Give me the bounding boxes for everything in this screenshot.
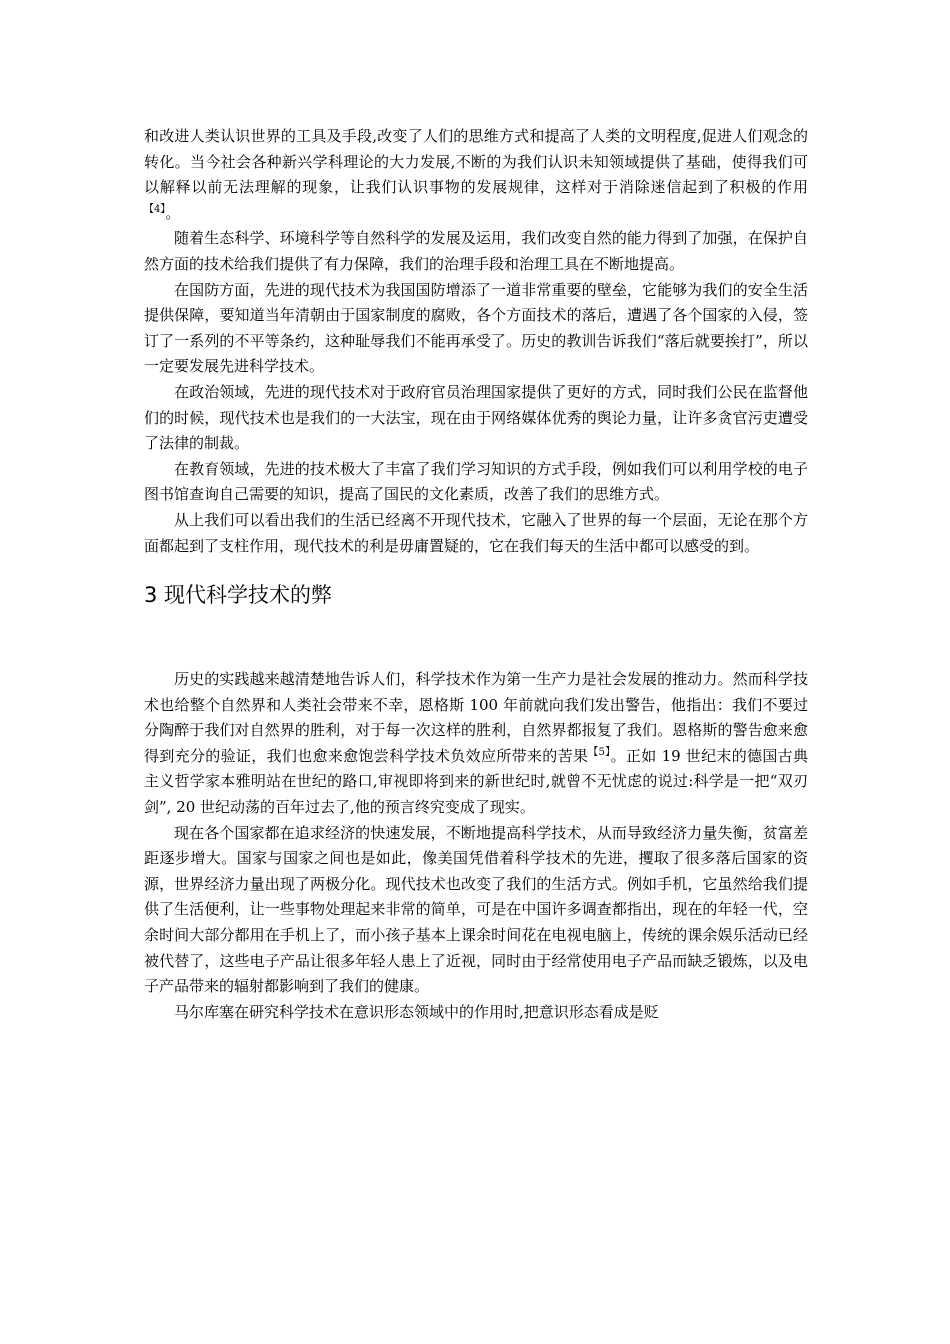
- paragraph-text: 和改进人类认识世界的工具及手段,改变了人们的思维方式和提高了人类的文明程度,促进人们观念的转化。当今社会各种新兴学科理论的大力发展,不断的为我们认识未知领域提供了基础，使得我们可以解释以前无法理解的现象，让我们认识事物的发展规律，这样对于消除迷信起到了积极的作用: [144, 127, 808, 197]
- paragraph: 在政治领域，先进的现代技术对于政府官员治理国家提供了更好的方式，同时我们公民在监督他们的时候，现代技术也是我们的一大法宝，现在由于网络媒体优秀的舆论力量，让许多贪官污吏遭受了法律的制裁。: [144, 382, 808, 453]
- document-page: [144, 124, 808, 1025]
- section-heading: 3 现代科学技术的弊: [144, 583, 333, 608]
- paragraph: [144, 124, 808, 226]
- paragraph: [144, 667, 808, 821]
- paragraph: 现在各个国家都在追求经济的快速发展，不断地提高科学技术，从而导致经济力量失衡，贫富差距逐步增大。国家与国家之间也是如此，像美国凭借着科学技术的先进，攫取了很多落后国家的资源，世界经济力量出现了两极分化。现代技术也改变了我们的生活方式。例如手机，它虽然给我们提供了生活便利，让一些事物处理起来非常的简单，可是在中国许多调查都指出，现在的年轻一代，空余时间大部分都用在手机上了，而小孩子基本上课余时间花在电视电脑上，传统的课余娱乐活动已经被代替了，这些电子产品让很多年轻人患上了近视，同时由于经常使用电子产品而缺乏锻炼，以及电子产品带来的辐射都影响到了我们的健康。: [144, 823, 808, 996]
- paragraph: 随着生态科学、环境科学等自然科学的发展及运用，我们改变自然的能力得到了加强，在保护自然方面的技术给我们提供了有力保障，我们的治理手段和治理工具在不断地提高。: [144, 229, 808, 273]
- paragraph: 在国防方面，先进的现代技术为我国国防增添了一道非常重要的壁垒，它能够为我们的安全生活提供保障，要知道当年清朝由于国家制度的腐败，各个方面技术的落后，遭遇了各个国家的入侵，签订了一系列的不平等条约，这种耻辱我们不能再承受了。历史的教训告诉我们“落后就要挨打”，所以一定要发展先进科学技术。: [144, 280, 808, 376]
- paragraph-text: 历史的实践越来越清楚地告诉人们，科学技术作为第一生产力是社会发展的推动力。然而科学技术也给整个自然界和人类社会带来不幸，恩格斯 100 年前就向我们发出警告，他指出：我们不要过分陶醉于我们对自然界的胜利，对于每一次这样的胜利，自然界都报复了我们。恩格斯的警告愈来愈得到充分的验证，我们也愈来愈饱尝科学技术负效应所带来的苦果: [144, 670, 808, 765]
- paragraph-text: 。: [165, 203, 181, 222]
- paragraph: 从上我们可以看出我们的生活已经离不开现代技术，它融入了世界的每一个层面，无论在那个方面都起到了支柱作用，现代技术的利是毋庸置疑的，它在我们每天的生活中都可以感受的到。: [144, 510, 808, 555]
- citation-ref[interactable]: 【5】: [588, 746, 611, 758]
- citation-ref[interactable]: 【4】: [144, 203, 166, 215]
- paragraph: 马尔库塞在研究科学技术在意识形态领域中的作用时,把意识形态看成是贬: [174, 1002, 659, 1021]
- paragraph: 在教育领域，先进的技术极大了丰富了我们学习知识的方式手段，例如我们可以利用学校的电子图书馆查询自己需要的知识，提高了国民的文化素质，改善了我们的思维方式。: [144, 459, 808, 504]
- spacer: [144, 610, 808, 667]
- paragraph-text: 。正如 19 世纪末的德国古典主义哲学家本雅明站在世纪的路口,审视即将到来的新世纪时,就曾不无忧虑的说过:科学是一把“双刃剑”, 20 世纪动荡的百年过去了,他的预言终究变成了现实。: [144, 746, 809, 817]
